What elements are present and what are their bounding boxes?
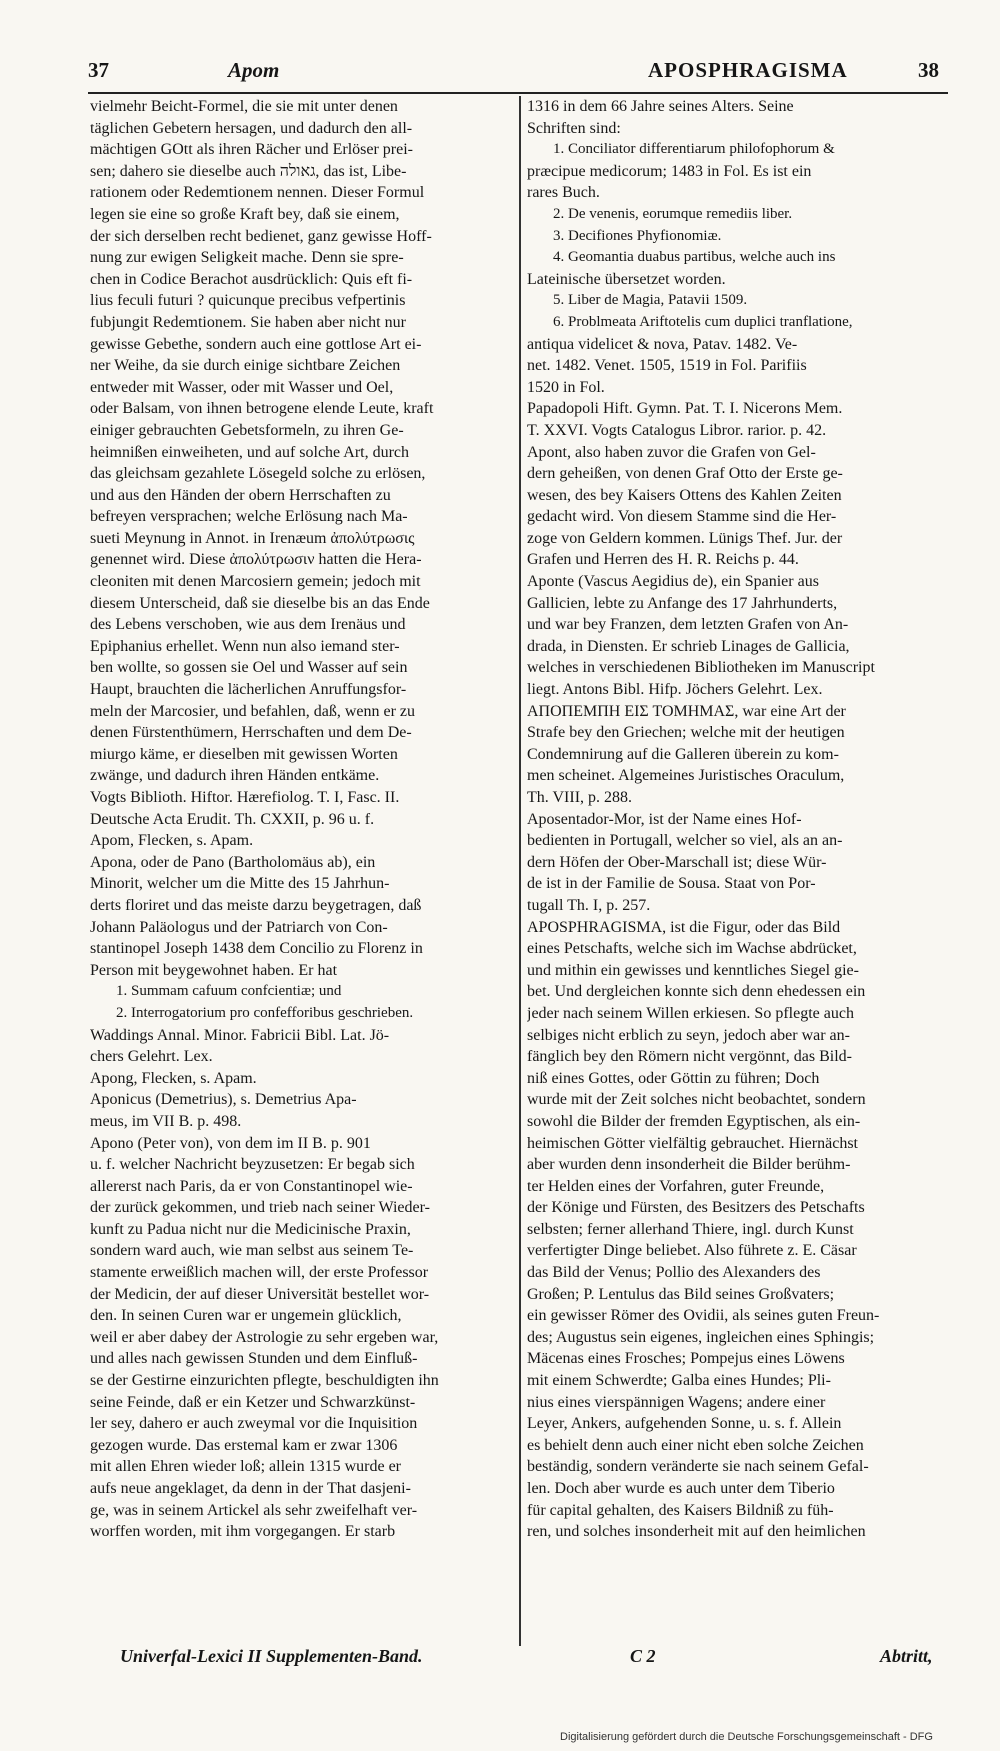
running-head	[88, 58, 948, 90]
left-column-line: mächtigen GOtt als ihren Rächer und Erlöser prei-	[90, 141, 413, 159]
right-column-line: gedacht wird. Von diesem Stamme sind die Her-	[527, 508, 837, 526]
left-column-line: u. f. welcher Nachricht beyzusetzen: Er begab sich	[90, 1156, 415, 1174]
right-column-line: ein gewisser Römer des Ovidii, als seines guten Freun-	[527, 1307, 880, 1325]
catchword: Abtritt,	[880, 1646, 933, 1666]
right-column-line: ΑΠΟΠΕΜΠΗ ΕΙΣ ΤΟΜΗΜΑΣ, war eine Art der	[527, 702, 846, 720]
right-column-line: sowohl die Bilder der fremden Egyptischen, als ein-	[527, 1112, 861, 1130]
right-column-line: Lateinische übersetzet worden.	[527, 270, 726, 288]
left-column-line: nung zur ewigen Seligkeit mache. Denn sie spre-	[90, 249, 404, 267]
right-column-line: Aponte (Vascus Aegidius de), ein Spanier aus	[527, 573, 819, 591]
left-column-line: des Lebens verschoben, wie aus dem Irenäus und	[90, 616, 406, 634]
right-column-line: 4. Geomantia duabus partibus, welche auch ins	[553, 249, 836, 266]
left-column-line: meus, im VII B. p. 498.	[90, 1112, 242, 1130]
right-catchword: APOSPHRAGISMA	[648, 58, 848, 82]
right-column-line: Leyer, Ankers, aufgehenden Sonne, u. s. f. Allein	[527, 1415, 842, 1433]
right-column-line: und mithin ein gewisses und kenntliches Siegel gie-	[527, 961, 859, 979]
right-column-line: men scheinet. Algemeines Juristisches Oraculum,	[527, 767, 845, 785]
right-column-line: net. 1482. Venet. 1505, 1519 in Fol. Parifiis	[527, 357, 807, 375]
left-column-line: ben wollte, so gossen sie Oel und Wasser auf sein	[90, 659, 408, 677]
footer-title: Univerfal-Lexici II Supplementen-Band.	[120, 1646, 423, 1666]
right-column-line: drada, in Diensten. Er schrieb Linages de Gallicia,	[527, 637, 850, 655]
left-column-line: gewisse Gebethe, sondern auch eine gottlose Art ei-	[90, 335, 422, 353]
left-column-line: entweder mit Wasser, oder mit Wasser und Oel,	[90, 378, 394, 396]
right-column-line: verfertigter Dinge beliebet. Also führete z. E. Cäsar	[527, 1242, 857, 1260]
right-column-line: Aposentador-Mor, ist der Name eines Hof-	[527, 810, 802, 828]
left-column-line: sueti Meynung in Annot. in Irenæum ἀπολύτρωσις	[90, 529, 415, 547]
left-column-line: den. In seinen Curen war er ungemein glücklich,	[90, 1307, 402, 1325]
left-column-line: sondern ward auch, wie man selbst aus seinem Te-	[90, 1242, 414, 1260]
right-column-line: APOSPHRAGISMA, ist die Figur, oder das Bild	[527, 918, 841, 936]
right-column-line: fänglich bey den Römern nicht vergönnt, das Bild-	[527, 1048, 852, 1066]
left-column-line: heimnißen einweiheten, und auf solche Art, durch	[90, 443, 410, 461]
left-column-line: rationem oder Redemtionem nennen. Dieser Formul	[90, 184, 425, 202]
left-column-line: Minorit, welcher um die Mitte des 15 Jahrhun-	[90, 875, 390, 893]
left-column-line: diesem Unterscheid, daß sie dieselbe bis an das Ende	[90, 594, 430, 612]
left-column-line: gezogen wurde. Das erstemal kam er zwar 1306	[90, 1436, 398, 1454]
right-column-line: antiqua videlicet & nova, Patav. 1482. Ve-	[527, 335, 798, 353]
right-column-line: len. Doch aber wurde es auch unter dem Tiberio	[527, 1480, 835, 1497]
left-column-line: Aponicus (Demetrius), s. Demetrius Apa-	[90, 1091, 357, 1109]
right-column-line: liegt. Antons Bibl. Hifp. Jöchers Gelehrt. Lex.	[527, 681, 823, 699]
left-page-number: 37	[88, 58, 109, 82]
left-column-line: se der Gestirne einzurichten pflegte, beschuldigten ihn	[90, 1372, 439, 1390]
left-column-line: worffen worden, mit ihm vorgegangen. Er starb	[90, 1523, 396, 1541]
right-column-line: selbsten; ferner allerhand Thiere, ingl. durch Kunst	[527, 1220, 854, 1238]
left-column-line: Apong, Flecken, s. Apam.	[90, 1069, 257, 1087]
left-column-line: einiger gebrauchten Gebetsformeln, zu ihren Ge-	[90, 421, 404, 439]
left-column-line: derts floriret und das meiste darzu beygetragen, daß	[90, 896, 422, 914]
left-column-line: Epiphanius erhellet. Wenn nun also iemand ster-	[90, 637, 400, 655]
right-column-line: ter Helden eines der Vorfahren, guter Freunde,	[527, 1177, 825, 1195]
right-column-line: der Könige und Fürsten, des Besitzers des Petschafts	[527, 1199, 865, 1217]
right-column-line: des; Augustus sein eigenes, ingleichen eines Sphingis;	[527, 1328, 875, 1346]
right-column-line: niß eines Gottes, oder Göttin zu führen; Doch	[527, 1069, 820, 1087]
left-column-line: genennet wird. Diese ἀπολύτρωσιν hatten die Hera-	[90, 551, 422, 569]
right-column-line: 6. Problmeata Ariftotelis cum duplici tranflatione,	[553, 313, 853, 330]
right-column-line: tugall Th. I, p. 257.	[527, 896, 651, 914]
right-column-line: dern Höfen der Ober-Marschall ist; diese Wür-	[527, 853, 827, 871]
left-column-line: der zurück gekommen, und trieb nach seiner Wieder-	[90, 1199, 430, 1217]
page-footer	[120, 1646, 950, 1670]
left-column-line: denen Fürstenthümern, Herrschaften und dem De-	[90, 724, 412, 742]
signature-mark: C 2	[630, 1646, 656, 1666]
left-column-line: vielmehr Beicht-Formel, die sie mit unter denen	[90, 98, 398, 115]
left-column-line: ge, was in seinem Artickel als sehr zweifelhaft ver-	[90, 1501, 418, 1519]
right-column-line: de ist in der Familie de Sousa. Staat von Por-	[527, 875, 816, 893]
right-column-line: jeder nach seinem Willen erkiesen. So pflegte auch	[527, 1004, 854, 1022]
left-column-line: miurgo käme, er dieselben mit gewissen Worten	[90, 745, 398, 763]
left-column-line: fubjungit Redemtionem. Sie haben aber nicht nur	[90, 313, 406, 331]
left-column-line: legen sie eine so große Kraft bey, daß sie einem,	[90, 205, 400, 223]
left-column-line: aufs neue angeklaget, da denn in der That dasjeni-	[90, 1480, 411, 1497]
right-column-line: Großen; P. Lentulus das Bild seines Großvaters;	[527, 1285, 835, 1303]
right-column-line: Strafe bey den Griechen; welche mit der heutigen	[527, 724, 845, 742]
right-column-line: præcipue medicorum; 1483 in Fol. Es ist ein	[527, 162, 812, 180]
left-column-line: mit allen Ehren wieder loß; allein 1315 wurde er	[90, 1458, 402, 1476]
left-column-line: Vogts Biblioth. Hiftor. Hærefiolog. T. I, Fasc. II.	[90, 789, 400, 806]
left-column-line: 2. Interrogatorium pro confefforibus geschrieben.	[116, 1004, 414, 1021]
left-column-line: Deutsche Acta Erudit. Th. CXXII, p. 96 u. f.	[90, 810, 375, 828]
left-column-line: und aus den Händen der obern Herrschaften zu	[90, 486, 391, 504]
left-column-line: cleoniten mit denen Marcosiern gemein; jedoch mit	[90, 573, 421, 591]
left-column-line: stamente erweißlich machen will, der erste Professor	[90, 1264, 429, 1282]
right-column-line: 3. Decifiones Phyfionomiæ.	[553, 227, 722, 244]
right-column-line: Mäcenas eines Frosches; Pompejus eines Löwens	[527, 1350, 845, 1368]
right-column-line: T. XXVI. Vogts Catalogus Libror. rarior. p. 42.	[527, 421, 827, 439]
left-column-line: das gleichsam gezahlete Lösegeld solche zu erlösen,	[90, 465, 426, 483]
left-column-line: Waddings Annal. Minor. Fabricii Bibl. Lat. Jö-	[90, 1026, 390, 1044]
right-column-line: bedienten in Portugall, welcher so viel, als an an-	[527, 832, 843, 850]
header-rule	[88, 92, 948, 94]
left-column-line: Apona, oder de Pano (Bartholomäus ab), ein	[90, 853, 376, 871]
left-column-line: lius feculi futuri ? quicunque precibus vefpertinis	[90, 292, 406, 310]
right-column-line: das Bild der Venus; Pollio des Alexanders des	[527, 1264, 821, 1282]
left-catchword: Apom	[228, 58, 280, 82]
left-column-line: chen in Codice Berachot ausdrücklich: Quis eft fi-	[90, 270, 413, 288]
left-column-line: sen; dahero sie dieselbe auch גאולה, das ist, Libe-	[90, 162, 407, 180]
right-column-line: bet. Und dergleichen konnte sich denn ehedessen ein	[527, 983, 866, 1001]
right-column-line: ren, und solches insonderheit mit auf den heimlichen	[527, 1523, 866, 1541]
right-column-line: Condemnirung auf die Galleren überein zu kom-	[527, 745, 839, 763]
right-column-line: dern geheißen, von denen Graf Otto der Erste ge-	[527, 465, 843, 483]
right-column-line: für capital gehalten, des Kaisers Bildniß zu füh-	[527, 1501, 834, 1519]
left-column-line: der Medicin, der auf dieser Universität bestellet wor-	[90, 1285, 430, 1303]
left-column-line: und alles nach gewissen Stunden und dem Einfluß-	[90, 1350, 418, 1368]
left-column-line: seine Feinde, daß er ein Ketzer und Schwarzkünst-	[90, 1393, 416, 1411]
left-column-line: kunft zu Padua nicht nur die Medicinische Praxin,	[90, 1220, 411, 1238]
right-column-line: aber wurden denn insonderheit die Bilder berühm-	[527, 1156, 851, 1174]
left-column-line: allererst nach Paris, da er von Constantinopel wie-	[90, 1177, 413, 1195]
right-column-line: 2. De venenis, eorumque remediis liber.	[553, 205, 793, 222]
right-column-line: heimischen Götter vielfältig gebrauchet. Hiernächst	[527, 1134, 858, 1152]
left-column-line: 1. Summam cafuum confcientiæ; und	[116, 983, 342, 1000]
right-column-line: 1316 in dem 66 Jahre seines Alters. Seine	[527, 98, 794, 115]
right-column-line: Th. VIII, p. 288.	[527, 789, 633, 806]
right-column-line: es behielt denn auch einer nicht eben solche Zeichen	[527, 1436, 864, 1454]
right-column-line: 5. Liber de Magia, Patavii 1509.	[553, 292, 748, 309]
left-column	[90, 96, 512, 1641]
column-divider	[519, 96, 521, 1646]
left-column-line: zwänge, und dadurch ihren Händen entkäme.	[90, 767, 380, 785]
right-column-line: 1520 in Fol.	[527, 378, 605, 396]
left-column-line: Apono (Peter von), von dem im II B. p. 901	[90, 1134, 371, 1152]
right-page-number: 38	[918, 58, 939, 82]
right-column-line: wurde mit der Zeit solches nicht beobachtet, sondern	[527, 1091, 866, 1109]
right-column-line: welches in verschiedenen Bibliotheken im Manuscript	[527, 659, 875, 677]
right-column-line: nius eines vierspännigen Wagens; andere einer	[527, 1393, 826, 1411]
right-column-line: zoge von Geldern kommen. Lünigs Thef. Jur. der	[527, 529, 843, 547]
right-column-line: wesen, des bey Kaisers Ottens des Kahlen Zeiten	[527, 486, 842, 504]
digitization-note: Digitalisierung gefördert durch die Deutsche Forschungsgemeinschaft - DFG	[560, 1731, 933, 1743]
right-column-line: Papadopoli Hift. Gymn. Pat. T. I. Nicerons Mem.	[527, 400, 843, 418]
left-column-line: meln der Marcosier, und befahlen, daß, wenn er zu	[90, 702, 416, 720]
right-column-line: Apont, also haben zuvor die Grafen von Gel-	[527, 443, 816, 461]
right-column-line: mit einem Schwerdte; Galba eines Hundes; Pli-	[527, 1372, 831, 1390]
left-column-line: ner Weihe, da sie durch einige sichtbare Zeichen	[90, 357, 401, 375]
left-column-line: chers Gelehrt. Lex.	[90, 1048, 213, 1066]
right-column-line: beständig, sondern veränderte sie nach seinem Gefal-	[527, 1458, 869, 1476]
right-column-line: selbiges nicht erblich zu seyn, jedoch aber war an-	[527, 1026, 850, 1044]
right-column-line: rares Buch.	[527, 184, 600, 202]
left-column-line: täglichen Gebetern hersagen, und dadurch den all-	[90, 119, 413, 137]
right-column-line: eines Petschafts, welche sich im Wachse abdrücket,	[527, 940, 857, 958]
left-column-line: befreyen versprachen; welche Erlösung nach Ma-	[90, 508, 408, 526]
left-column-line: Apom, Flecken, s. Apam.	[90, 832, 254, 850]
left-column-line: Haupt, brauchten die lächerlichen Anruffungsfor-	[90, 681, 407, 699]
right-column-line: und war bey Franzen, dem letzten Grafen von An-	[527, 616, 849, 634]
left-column-line: der sich derselben recht bedienet, ganz gewisse Hoff-	[90, 227, 432, 245]
left-column-line: Person mit beygewohnet haben. Er hat	[90, 961, 338, 979]
left-column-line: stantinopel Joseph 1438 dem Concilio zu Florenz in	[90, 940, 423, 958]
right-column	[527, 96, 949, 1641]
right-column-line: Schriften sind:	[527, 119, 621, 137]
right-column-line: Grafen und Herren des H. R. Reichs p. 44.	[527, 551, 799, 569]
left-column-line: Johann Paläologus und der Patriarch von Con-	[90, 918, 388, 936]
right-column-line: 1. Conciliator differentiarum philofophorum &	[553, 141, 835, 158]
left-column-line: weil er aber dabey der Astrologie zu sehr ergeben war,	[90, 1328, 439, 1346]
left-column-line: ler sey, dahero er auch zweymal vor die Inquisition	[90, 1415, 418, 1433]
right-column-line: Gallicien, lebte zu Anfange des 17 Jahrhunderts,	[527, 594, 838, 612]
left-column-line: oder Balsam, von ihnen betrogene elende Leute, kraft	[90, 400, 434, 418]
